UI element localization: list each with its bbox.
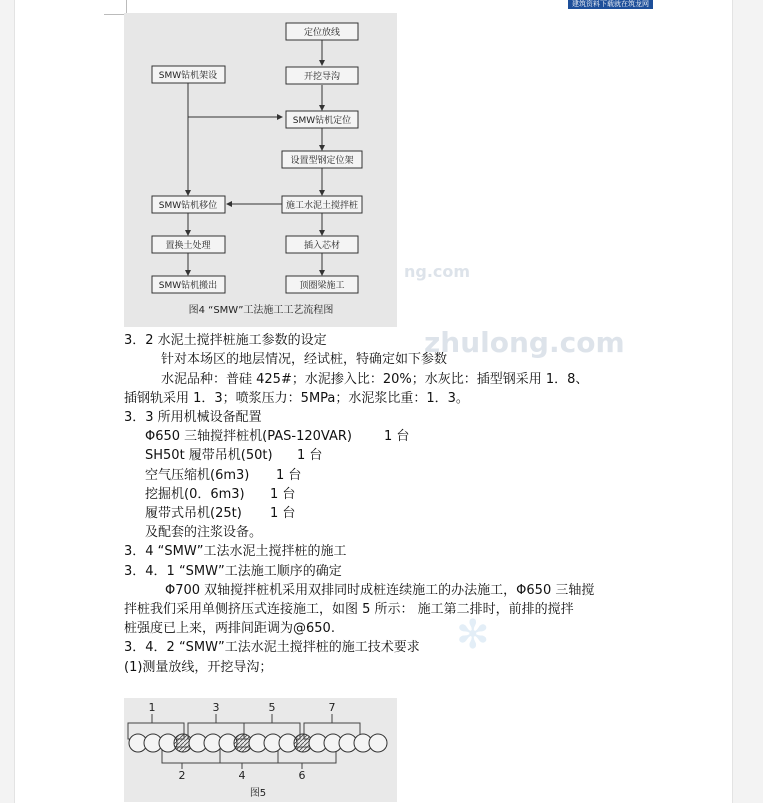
flow-step: SMW钻机架设 xyxy=(158,71,218,81)
pile-layout-svg xyxy=(124,698,397,802)
equipment-qty: 1 台 xyxy=(270,506,296,521)
flow-step: 开挖导沟 xyxy=(303,72,341,82)
section-3-4-heading: 3．4 “SMW”工法水泥土搅拌桩的施工 xyxy=(124,544,347,559)
pile-label: 1 xyxy=(148,701,156,714)
paragraph-line: Φ700 双轴搅拌桩机采用双排同时成桩连续施工的办法施工，Φ650 三轴搅 xyxy=(165,583,595,598)
section-3-4-2-heading: 3．4．2 “SMW”工法水泥土搅拌桩的施工技术要求 xyxy=(124,640,420,655)
paragraph-line: (1)测量放线，开挖导沟； xyxy=(124,660,273,675)
paragraph-line: 桩强度已上来，两排间距调为@650. xyxy=(124,621,335,636)
flow-step: 施工水泥土搅拌桩 xyxy=(285,201,359,211)
pile-label: 7 xyxy=(328,701,336,714)
left-page-margin xyxy=(0,0,15,803)
right-scrollbar-track[interactable] xyxy=(732,0,763,803)
flowchart-svg xyxy=(124,13,397,327)
pile-label: 2 xyxy=(178,769,186,782)
flow-step: SMW钻机定位 xyxy=(292,116,352,126)
flow-step: 定位放线 xyxy=(303,28,341,38)
equipment-qty: 1 台 xyxy=(276,468,302,483)
flow-step: 插入芯材 xyxy=(303,241,341,251)
paragraph-line: 拌桩我们采用单侧挤压式连接施工，如图 5 所示： 施工第二排时，前排的搅拌 xyxy=(124,602,574,617)
flow-step: 设置型钢定位架 xyxy=(290,156,354,166)
section-3-3-heading: 3．3 所用机械设备配置 xyxy=(124,410,262,425)
header-watermark: 建筑资料下载就在筑龙网 xyxy=(568,0,653,9)
flow-step: 置换土处理 xyxy=(165,241,211,251)
paragraph-line: 针对本场区的地层情况，经试桩，特确定如下参数 xyxy=(161,352,448,367)
equipment-name: 挖掘机(0．6m3) xyxy=(145,487,245,502)
equipment-qty: 1 台 xyxy=(384,429,410,444)
equipment-name: SH50t 履带吊机(50t) xyxy=(145,448,273,463)
flow-step: SMW钻机移位 xyxy=(158,201,218,211)
paragraph-line: 插钢轨采用 1．3；喷浆压力：5MPa；水泥浆比重：1．3。 xyxy=(124,391,469,406)
figure-4-caption: 图4 “SMW”工法施工工艺流程图 xyxy=(188,305,334,316)
background-watermark: zhulong.com xyxy=(424,326,625,359)
equipment-name: 履带式吊机(25t) xyxy=(145,506,242,521)
figure-5-caption: 图5 xyxy=(249,788,267,799)
pile-label: 5 xyxy=(268,701,276,714)
paragraph-line: 水泥品种：普硅 425#；水泥掺入比：20%；水灰比：插型钢采用 1．8、 xyxy=(161,372,589,387)
equipment-name: 空气压缩机(6m3) xyxy=(145,468,250,483)
pile-label: 4 xyxy=(238,769,246,782)
pile-label: 3 xyxy=(212,701,220,714)
flow-step: SMW钻机搬出 xyxy=(158,281,218,291)
equipment-qty: 1 台 xyxy=(270,487,296,502)
section-3-2-heading: 3．2 水泥土搅拌桩施工参数的设定 xyxy=(124,333,327,348)
snowflake-watermark-icon: ✻ xyxy=(456,612,490,658)
flow-step: 顶圈梁施工 xyxy=(299,281,345,291)
pile-label: 6 xyxy=(298,769,306,782)
figure-4-flowchart xyxy=(124,13,397,327)
equipment-qty: 1 台 xyxy=(297,448,323,463)
paragraph-line: 及配套的注浆设备。 xyxy=(145,525,263,540)
section-3-4-1-heading: 3．4．1 “SMW”工法施工顺序的确定 xyxy=(124,564,342,579)
figure-5-pile-layout xyxy=(124,698,397,802)
equipment-name: Φ650 三轴搅拌桩机(PAS-120VAR) xyxy=(145,429,352,444)
background-watermark: ng.com xyxy=(404,262,471,281)
